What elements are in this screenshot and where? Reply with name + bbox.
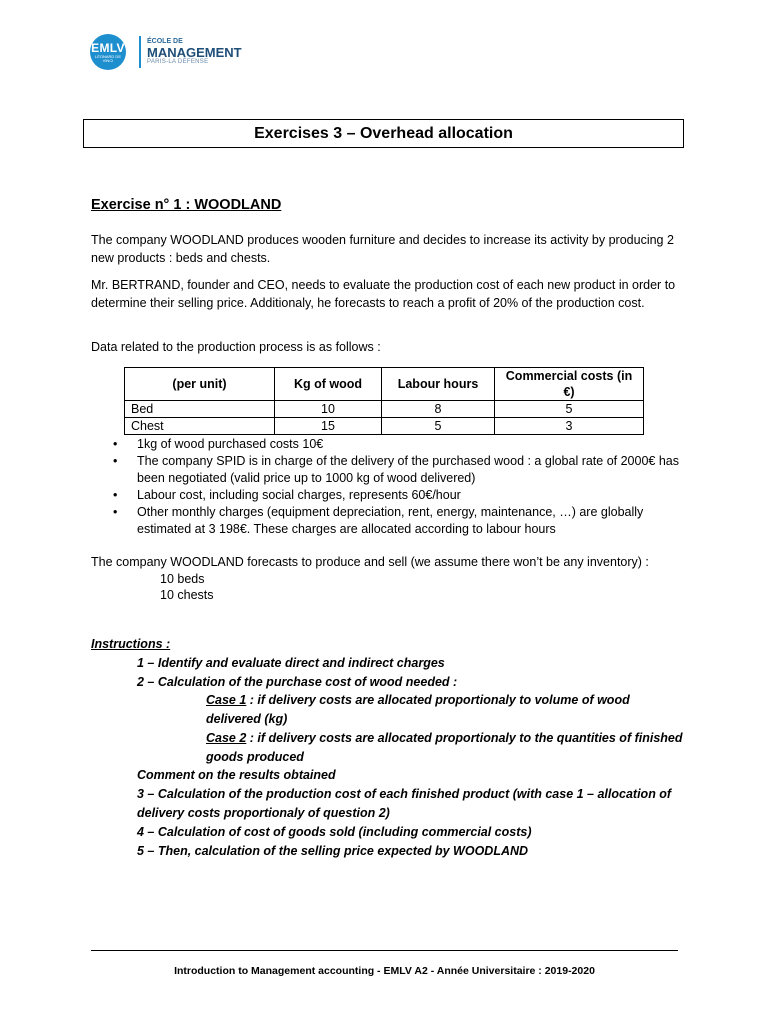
table-cell: 5 bbox=[495, 401, 644, 418]
instructions-heading: Instructions : bbox=[91, 637, 171, 651]
table-header-cell: Labour hours bbox=[382, 368, 495, 401]
ceo-paragraph: Mr. BERTRAND, founder and CEO, needs to evaluate the production cost of each new product in order to determine their selling price. Additionaly, he forecasts to reach a profit of 20% of the production cost. bbox=[91, 278, 676, 310]
instruction-q4: 4 – Calculation of cost of goods sold (including commercial costs) bbox=[137, 825, 532, 839]
table-row bbox=[125, 418, 644, 435]
table-cell: Chest bbox=[125, 418, 275, 435]
intro-paragraph: The company WOODLAND produces wooden furniture and decides to increase its activity by producing 2 new products : beds and chests. bbox=[91, 233, 674, 265]
logo-divider bbox=[139, 36, 141, 68]
logo-mark-subtext: LÉONARD DE VINCI bbox=[94, 54, 121, 63]
table-header-row bbox=[125, 368, 644, 401]
instruction-case2-cont: goods produced bbox=[206, 750, 304, 764]
case2-text: : if delivery costs are allocated proportionaly to the quantities of finished bbox=[246, 731, 683, 745]
page-footer: Introduction to Management accounting - EMLV A2 - Année Universitaire : 2019-2020 bbox=[174, 965, 595, 977]
exercise-heading: Exercise n° 1 : WOODLAND bbox=[91, 197, 282, 213]
table-cell: 5 bbox=[382, 418, 495, 435]
forecast-intro: The company WOODLAND forecasts to produce and sell (we assume there won’t be any inventory) : bbox=[91, 555, 649, 569]
page-title: Exercises 3 – Overhead allocation bbox=[83, 119, 684, 148]
logo-text-line3: PARIS-LA DÉFENSE bbox=[147, 59, 209, 65]
instruction-q1: 1 – Identify and evaluate direct and indirect charges bbox=[137, 656, 445, 670]
logo-text-line2: MANAGEMENT bbox=[147, 45, 242, 60]
instruction-q3: 3 – Calculation of the production cost of each finished product (with case 1 – allocation of delivery costs proportionaly of question 2) bbox=[137, 787, 672, 820]
case1-text: : if delivery costs are allocated proportionaly to volume of wood bbox=[246, 693, 630, 707]
logo-text-line1: ÉCOLE DE bbox=[147, 38, 183, 45]
instruction-case2 bbox=[206, 729, 683, 748]
instruction-q2: 2 – Calculation of the purchase cost of wood needed : bbox=[137, 675, 458, 689]
emlv-logo-mark bbox=[90, 34, 126, 70]
table-cell: 15 bbox=[275, 418, 382, 435]
data-intro-paragraph: Data related to the production process is as follows : bbox=[91, 340, 381, 354]
cost-assumptions-list bbox=[113, 436, 683, 538]
list-item: • Other monthly charges (equipment depreciation, rent, energy, maintenance, …) are globally estimated at 3 198€. These charges are allocated according to labour hours bbox=[113, 504, 683, 538]
list-item: • 1kg of wood purchased costs 10€ bbox=[113, 436, 683, 453]
case2-label: Case 2 bbox=[206, 731, 247, 745]
footer-divider bbox=[91, 950, 678, 951]
table-cell: 10 bbox=[275, 401, 382, 418]
table-header-cell: Kg of wood bbox=[275, 368, 382, 401]
table-header-cell: Commercial costs (in €) bbox=[495, 368, 644, 401]
table-cell: Bed bbox=[125, 401, 275, 418]
table-header-cell: (per unit) bbox=[125, 368, 275, 401]
forecast-item-chests: 10 chests bbox=[160, 588, 214, 602]
instruction-case1 bbox=[206, 691, 630, 710]
table-cell: 3 bbox=[495, 418, 644, 435]
table-cell: 8 bbox=[382, 401, 495, 418]
instruction-case1-cont: delivered (kg) bbox=[206, 712, 288, 726]
table-row bbox=[125, 401, 644, 418]
instruction-comment: Comment on the results obtained bbox=[137, 768, 336, 782]
logo-mark-text: EMLV bbox=[91, 41, 125, 55]
list-item: • The company SPID is in charge of the delivery of the purchased wood : a global rate of 2000€ has been negotiated (valid price up to 1000 kg of wood delivered) bbox=[113, 453, 683, 487]
case1-label: Case 1 bbox=[206, 693, 247, 707]
forecast-item-beds: 10 beds bbox=[160, 572, 205, 586]
list-item: • Labour cost, including social charges, represents 60€/hour bbox=[113, 487, 683, 504]
production-data-table bbox=[124, 367, 644, 435]
instruction-q5: 5 – Then, calculation of the selling price expected by WOODLAND bbox=[137, 844, 529, 858]
